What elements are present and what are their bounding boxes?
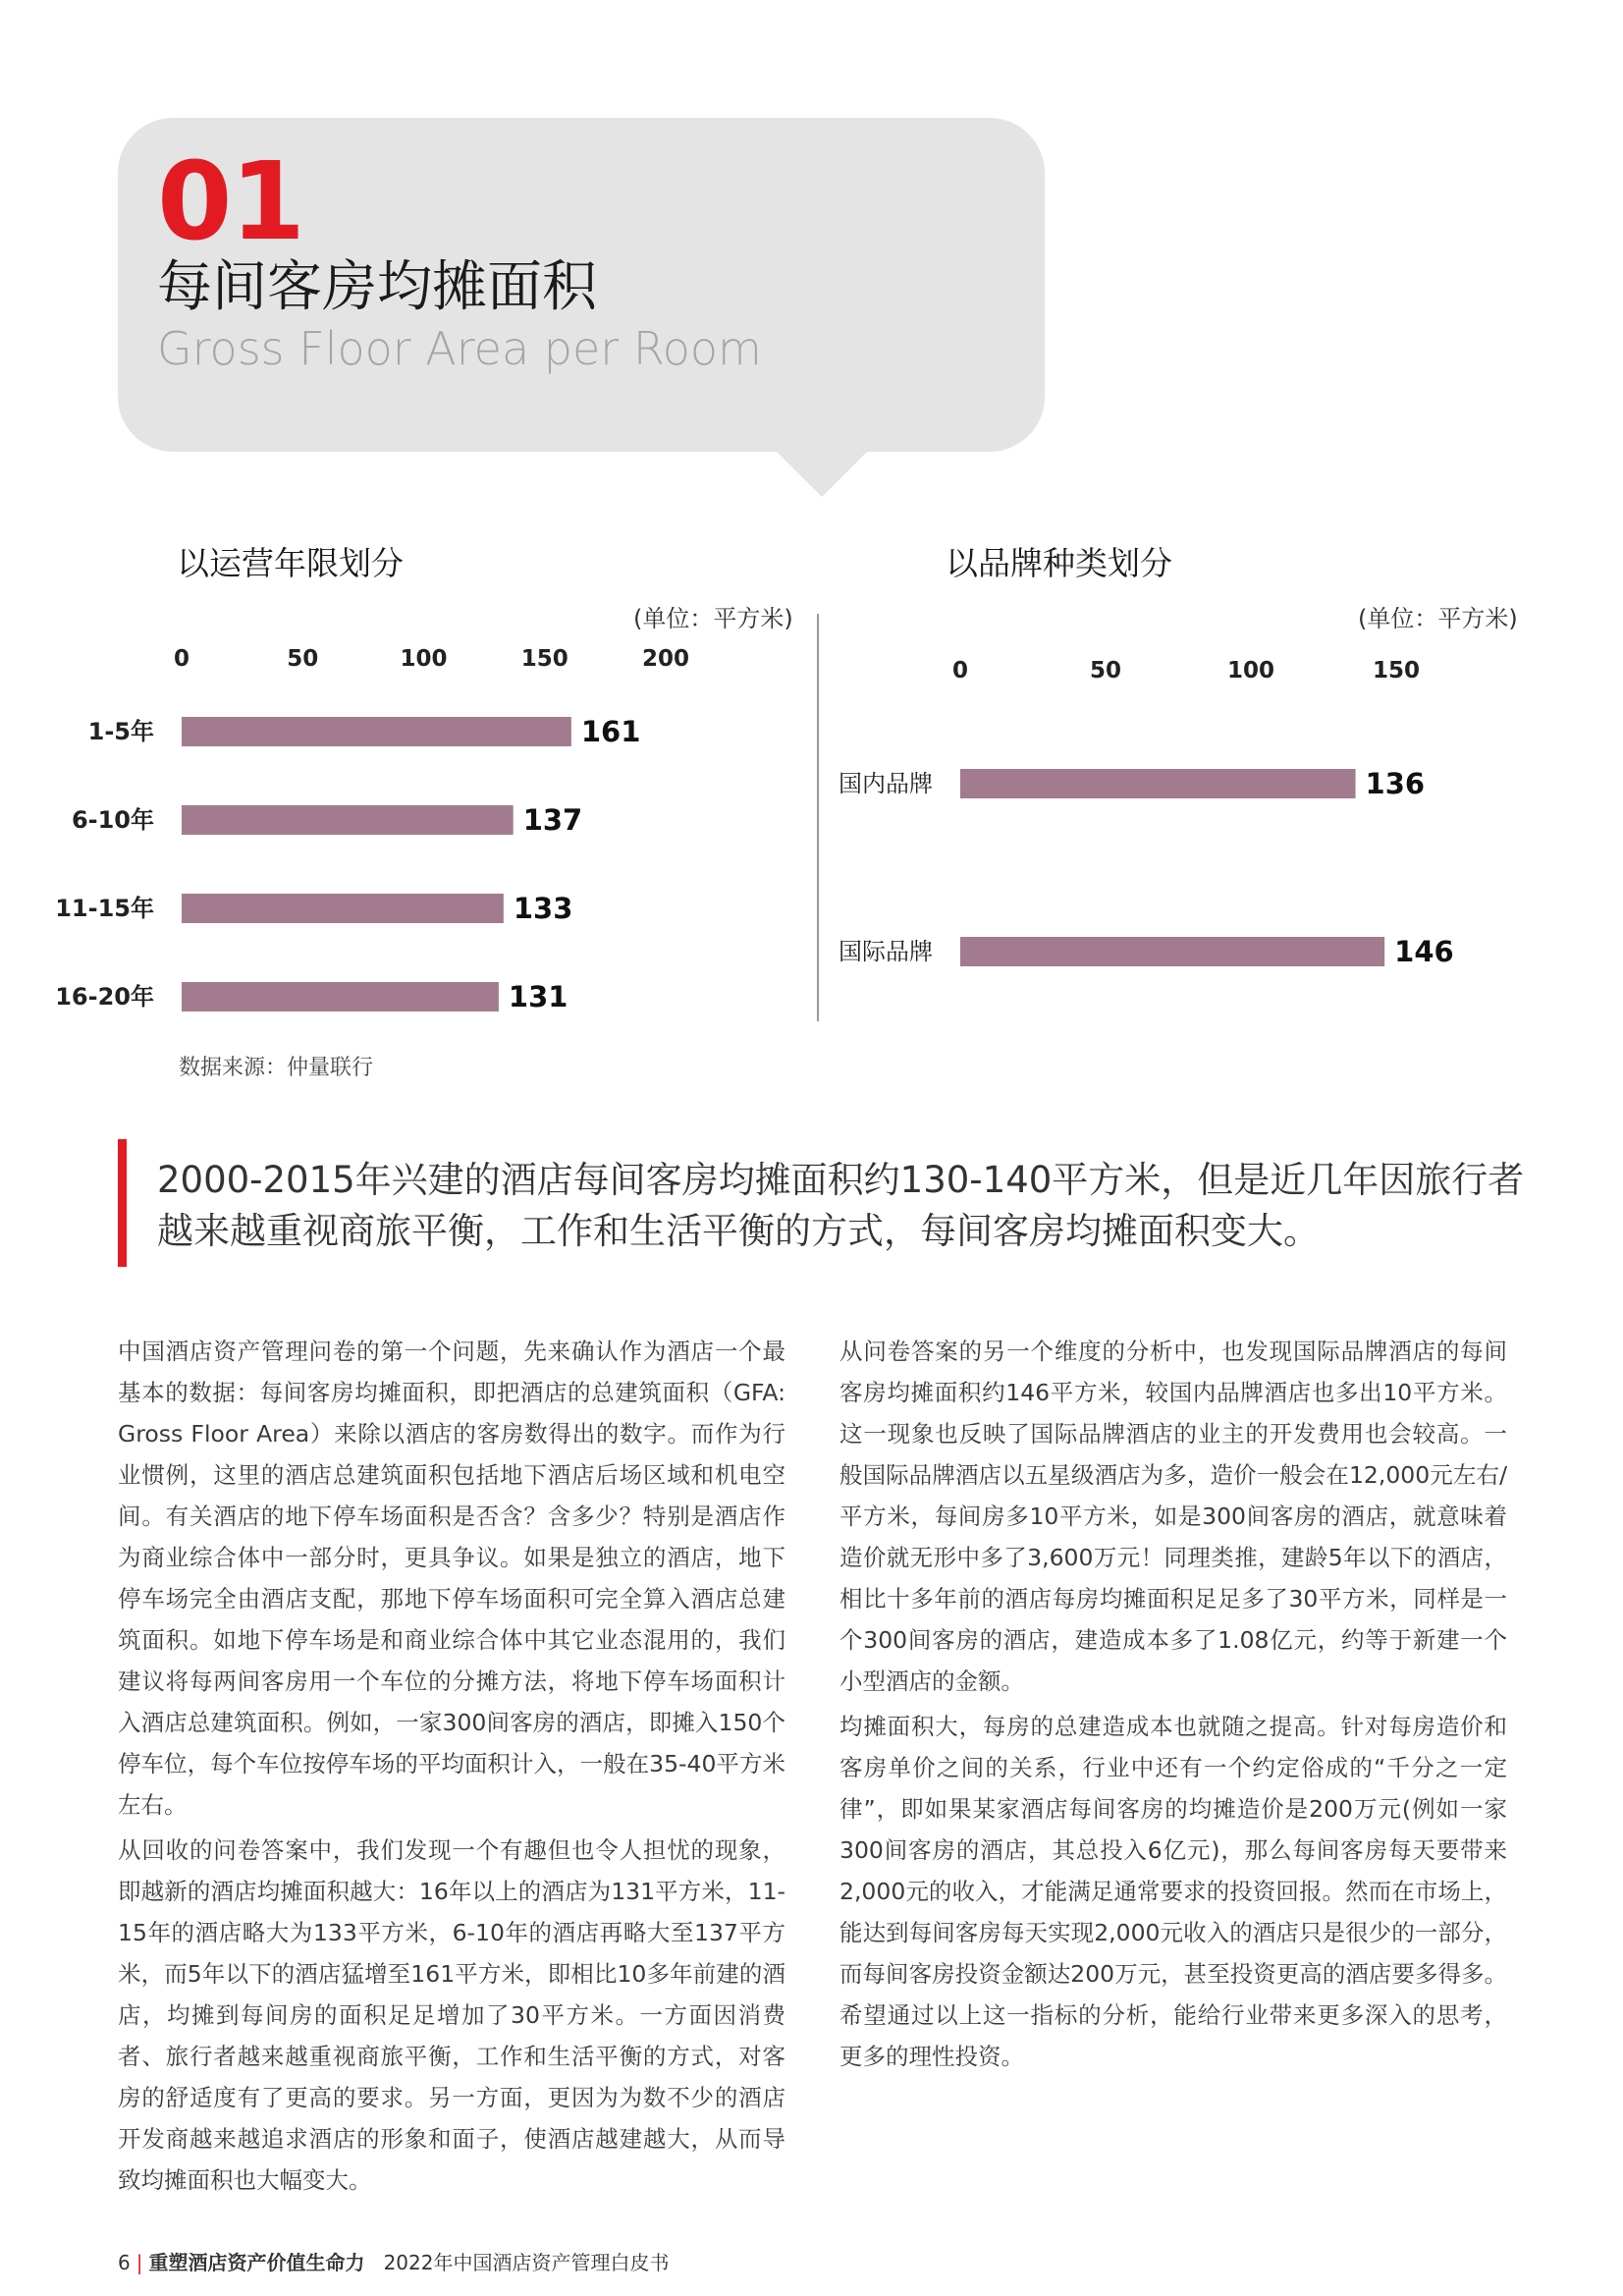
tick-label: 200	[641, 646, 690, 672]
category-label: 1-5年	[87, 718, 154, 745]
footer-brand: 重塑酒店资产价值生命力	[148, 2251, 365, 2274]
data-label: 161	[580, 715, 641, 748]
chart-title-years: 以运营年限划分	[177, 544, 404, 582]
tick-label: 50	[287, 646, 319, 672]
tick-label: 150	[1372, 658, 1421, 683]
body-column-right	[839, 1331, 1507, 2081]
category-label: 国际品牌	[839, 938, 933, 965]
bar	[960, 937, 1384, 966]
page-footer	[118, 2247, 669, 2275]
category-label: 6-10年	[71, 806, 154, 834]
chart-divider	[817, 614, 819, 1021]
tick-label: 150	[520, 646, 568, 672]
bar	[182, 894, 504, 923]
footer-separator: |	[135, 2251, 143, 2274]
data-label: 137	[522, 803, 583, 837]
category-label: 16-20年	[55, 983, 154, 1011]
tick-label: 100	[1226, 658, 1275, 683]
page-number: 6	[118, 2251, 131, 2274]
footer-report: 2022年中国酒店资产管理白皮书	[383, 2251, 670, 2274]
paragraph: 从回收的问卷答案中，我们发现一个有趣但也令人担忧的现象，即越新的酒店均摊面积越大：16年以上的酒店为131平方米，11-15年的酒店略大为133平方米，6-10年的酒店再略大至137平方米，而5年以下的酒店猛增至161平方米，即相比10多年前建的酒店，均摊到每间房的面积足足增加了30平方米。一方面因消费者、旅行者越来越重视商旅平衡，工作和生活平衡的方式，对客房的舒适度有了更高的要求。另一方面，更因为为数不少的酒店开发商越来越追求酒店的形象和面子，使酒店越建越大，从而导致均摊面积也大幅变大。	[118, 1836, 785, 2194]
bar	[182, 805, 514, 835]
section-number: 01	[157, 138, 304, 264]
paragraph: 中国酒店资产管理问卷的第一个问题，先来确认作为酒店一个最基本的数据：每间客房均摊面积，即把酒店的总建筑面积（GFA: Gross Floor Area）来除以酒店的客房数得出的数字。而作为行业惯例，这里的酒店总建筑面积包括地下酒店后场区域和机电空间。有关酒店的地下停车场面积是否含？含多少？特别是酒店作为商业综合体中一部分时，更具争议。如果是独立的酒店，地下停车场完全由酒店支配，那地下停车场面积可完全算入酒店总建筑面积。如地下停车场是和商业综合体中其它业态混用的，我们建议将每两间客房用一个车位的分摊方法，将地下停车场面积计入酒店总建筑面积。例如，一家300间客房的酒店，即摊入150个停车位，每个车位按停车场的平均面积计入，一般在35-40平方米左右。	[118, 1338, 785, 1819]
data-label: 131	[508, 980, 568, 1013]
card-pointer	[775, 450, 869, 497]
chart-unit-brand: (单位：平方米)	[1358, 605, 1518, 632]
category-label: 国内品牌	[839, 770, 933, 797]
section-subtitle: Gross Floor Area per Room	[157, 322, 762, 375]
chart-years	[39, 629, 805, 1031]
chart-unit-years: (单位：平方米)	[633, 605, 793, 632]
paragraph: 从问卷答案的另一个维度的分析中，也发现国际品牌酒店的每间客房均摊面积约146平方米，较国内品牌酒店也多出10平方米。这一现象也反映了国际品牌酒店的业主的开发费用也会较高。一般国际品牌酒店以五星级酒店为多，造价一般会在12,000元左右/平方米，每间房多10平方米，如是300间客房的酒店，就意味着造价就无形中多了3,600万元！同理类推，建龄5年以下的酒店，相比十多年前的酒店每房均摊面积足足多了30平方米，同样是一个300间客房的酒店，建造成本多了1.08亿元，约等于新建一个小型酒店的金额。	[839, 1338, 1507, 1695]
bar	[182, 982, 499, 1011]
data-label: 146	[1394, 935, 1454, 968]
category-label: 11-15年	[55, 895, 154, 922]
quote-bar	[118, 1139, 127, 1267]
tick-label: 50	[1089, 658, 1122, 683]
tick-label: 0	[951, 658, 969, 683]
tick-label: 100	[400, 646, 448, 672]
chart-brand	[825, 643, 1591, 1031]
data-label: 133	[513, 892, 573, 925]
chart-title-brand: 以品牌种类划分	[946, 544, 1172, 582]
tick-label: 0	[173, 646, 190, 672]
bar	[182, 717, 571, 746]
paragraph: 均摊面积大，每房的总建造成本也就随之提高。针对每房造价和客房单价之间的关系，行业中还有一个约定俗成的“千分之一定律”，即如果某家酒店每间客房的均摊造价是200万元(例如一家300间客房的酒店，其总投入6亿元)，那么每间客房每天要带来2,000元的收入，才能满足通常要求的投资回报。然而在市场上，能达到每间客房每天实现2,000元收入的酒店只是很少的一部分，而每间客房投资金额达200万元，甚至投资更高的酒店要多得多。希望通过以上这一指标的分析，能给行业带来更多深入的思考，更多的理性投资。	[839, 1713, 1507, 2070]
section-title: 每间客房均摊面积	[157, 255, 597, 319]
pull-quote: 2000-2015年兴建的酒店每间客房均摊面积约130-140平方米，但是近几年因旅行者越来越重视商旅平衡，工作和生活平衡的方式，每间客房均摊面积变大。	[157, 1159, 1525, 1252]
bar	[960, 769, 1356, 798]
data-label: 136	[1365, 767, 1426, 800]
body-column-left	[118, 1331, 785, 2205]
data-source: 数据来源：仲量联行	[179, 1056, 374, 1080]
